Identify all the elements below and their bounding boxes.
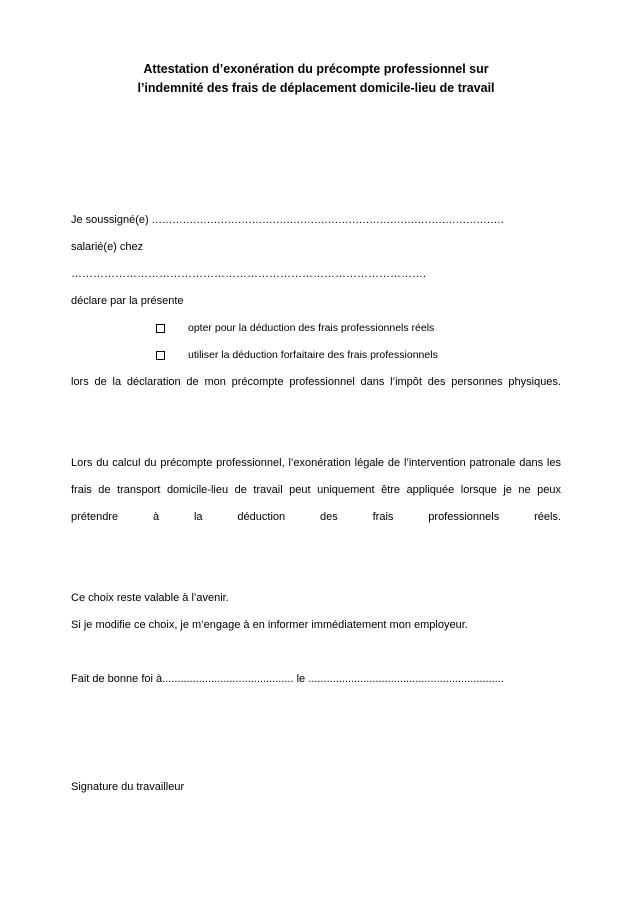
spacer — [71, 558, 561, 585]
choice-change-text: Si je modifie ce choix, je m’engage à en informer immédiatement mon employeur. — [71, 618, 468, 631]
signature-worker-label: Signature du travailleur — [71, 780, 185, 793]
paragraph-declaration-context: lors de la déclaration de mon précompte professionnel dans l’impôt des personnes physiques. — [71, 375, 561, 388]
option-row-real-expenses[interactable] — [156, 315, 561, 342]
employer-fill-dots: ……………………………………………………………………………………. — [71, 267, 427, 280]
checkbox-icon[interactable] — [156, 324, 165, 333]
date-label: le — [296, 672, 306, 685]
choice-validity-text: Ce choix reste valable à l’avenir. — [71, 591, 229, 604]
declaration-line — [71, 288, 561, 315]
paragraph-exemption-rules: Lors du calcul du précompte professionnel, l’exonération légale de l’intervention patronale dans les frais de transport domicile-lieu de travail peut uniquement être appliquée lorsque je ne peux prétendre à la déduction des frais professionnels réels. — [71, 456, 561, 523]
page-title-line-1: Attestation d’exonération du précompte professionnel sur — [143, 62, 489, 76]
employer-label-line — [71, 234, 561, 261]
option-label-flat-rate: utiliser la déduction forfaitaire des frais professionnels — [188, 348, 438, 361]
option-row-flat-rate[interactable] — [156, 342, 561, 369]
date-fill-dots: ................................................................ — [308, 672, 504, 685]
place-fill-dots: ........................................... — [162, 672, 294, 685]
spacer — [71, 639, 561, 666]
document-content — [71, 60, 561, 801]
choice-change-line — [71, 612, 561, 639]
employer-fill-line — [71, 261, 561, 288]
choice-validity-line — [71, 585, 561, 612]
place-label: Fait de bonne foi à — [71, 672, 163, 685]
undersigned-fill-dots: ...................................................................................................... — [151, 213, 505, 226]
page-title — [71, 60, 561, 99]
signature-block — [71, 774, 561, 801]
employer-label: salarié(e) chez — [71, 240, 144, 253]
place-date-line — [71, 666, 561, 693]
document-body — [71, 207, 561, 801]
undersigned-label: Je soussigné(e) — [71, 213, 149, 226]
spacer — [71, 693, 561, 774]
checkbox-icon[interactable] — [156, 351, 165, 360]
page-title-line-2: l’indemnité des frais de déplacement domicile-lieu de travail — [137, 81, 495, 96]
undersigned-line — [71, 207, 561, 234]
declaration-label: déclare par la présente — [71, 294, 184, 307]
spacer — [71, 423, 561, 450]
option-label-real-expenses: opter pour la déduction des frais professionnels réels — [188, 321, 435, 334]
